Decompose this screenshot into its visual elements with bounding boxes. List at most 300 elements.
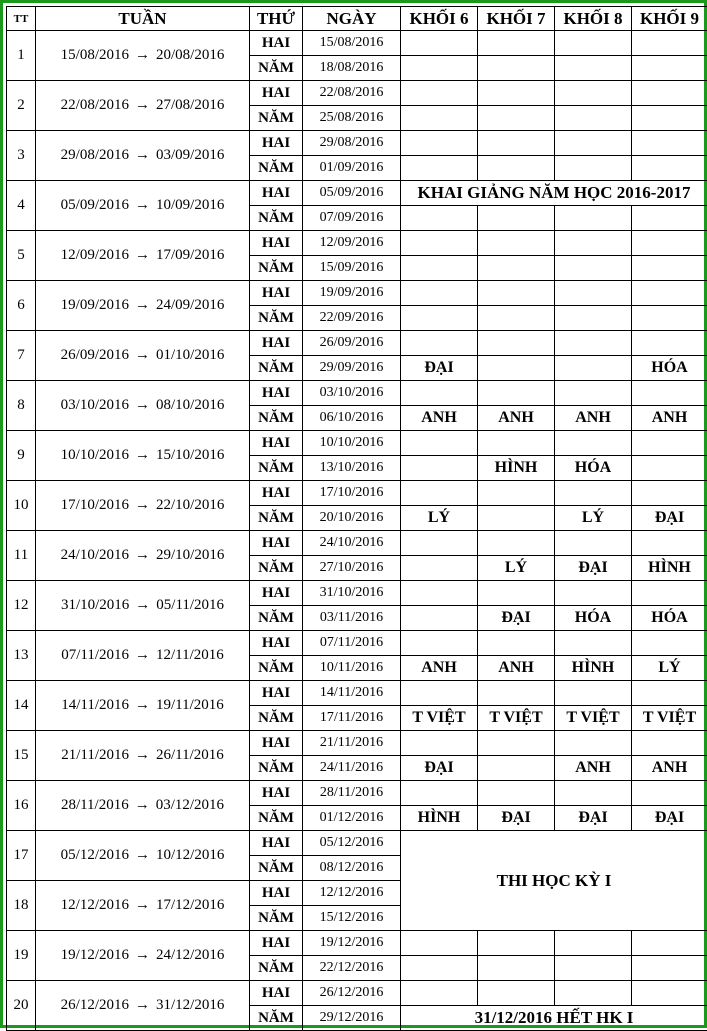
- subject-cell: [401, 331, 478, 356]
- subject-cell: [401, 681, 478, 706]
- subject-cell: [478, 331, 555, 356]
- subject-cell: [632, 456, 707, 481]
- table-row: [7, 431, 707, 456]
- header-grade-7: KHỐI 7: [478, 7, 555, 31]
- week-number: 8: [7, 381, 36, 431]
- week-range: [36, 531, 250, 581]
- subject-cell: ĐẠI: [555, 806, 632, 831]
- day-thursday: NĂM: [250, 906, 303, 931]
- date-thursday: 25/08/2016: [303, 106, 401, 131]
- week-number: 6: [7, 281, 36, 331]
- week-number: 19: [7, 931, 36, 981]
- subject-cell: [401, 431, 478, 456]
- week-number: 11: [7, 531, 36, 581]
- day-monday: HAI: [250, 281, 303, 306]
- subject-cell: [478, 481, 555, 506]
- subject-cell: ĐẠI: [401, 756, 478, 781]
- arrow-icon: →: [129, 697, 156, 713]
- subject-cell: HÌNH: [478, 456, 555, 481]
- subject-cell: [401, 106, 478, 131]
- day-monday: HAI: [250, 81, 303, 106]
- table-row: [7, 81, 707, 106]
- header-grade-9: KHỐI 9: [632, 7, 707, 31]
- week-number: 16: [7, 781, 36, 831]
- header-grade-8: KHỐI 8: [555, 7, 632, 31]
- day-monday: HAI: [250, 881, 303, 906]
- subject-cell: [478, 431, 555, 456]
- header-tt: TT: [7, 7, 36, 31]
- week-start: 17/10/2016: [61, 497, 129, 513]
- subject-cell: [401, 781, 478, 806]
- subject-cell: [632, 106, 707, 131]
- subject-cell: [401, 931, 478, 956]
- date-thursday: 15/12/2016: [303, 906, 401, 931]
- date-monday: 21/11/2016: [303, 731, 401, 756]
- week-number: 12: [7, 581, 36, 631]
- date-thursday: 20/10/2016: [303, 506, 401, 531]
- arrow-icon: →: [129, 897, 156, 913]
- arrow-icon: →: [129, 547, 156, 563]
- date-thursday: 22/12/2016: [303, 956, 401, 981]
- week-start: 12/12/2016: [61, 897, 129, 913]
- date-thursday: 18/08/2016: [303, 56, 401, 81]
- subject-cell: [555, 156, 632, 181]
- subject-cell: [478, 156, 555, 181]
- table-row: [7, 331, 707, 356]
- day-monday: HAI: [250, 231, 303, 256]
- week-end: 03/12/2016: [156, 797, 224, 813]
- subject-cell: ANH: [555, 756, 632, 781]
- week-number: 5: [7, 231, 36, 281]
- week-range: [36, 881, 250, 931]
- date-monday: 10/10/2016: [303, 431, 401, 456]
- subject-cell: [555, 981, 632, 1006]
- subject-cell: [632, 481, 707, 506]
- day-monday: HAI: [250, 181, 303, 206]
- table-row: [7, 831, 707, 856]
- subject-cell: LÝ: [555, 506, 632, 531]
- subject-cell: [555, 356, 632, 381]
- week-range: [36, 831, 250, 881]
- table-row: [7, 181, 707, 206]
- subject-cell: [478, 531, 555, 556]
- arrow-icon: →: [129, 647, 156, 663]
- arrow-icon: →: [129, 997, 156, 1013]
- subject-cell: [555, 231, 632, 256]
- table-row: [7, 631, 707, 656]
- subject-cell: [632, 306, 707, 331]
- week-range: [36, 931, 250, 981]
- subject-cell: [478, 256, 555, 281]
- table-row: [7, 31, 707, 56]
- day-thursday: NĂM: [250, 956, 303, 981]
- day-thursday: NĂM: [250, 506, 303, 531]
- day-monday: HAI: [250, 31, 303, 56]
- week-range: [36, 131, 250, 181]
- week-number: 15: [7, 731, 36, 781]
- week-start: 29/08/2016: [61, 147, 129, 163]
- subject-cell: [632, 731, 707, 756]
- day-monday: HAI: [250, 131, 303, 156]
- week-end: 31/12/2016: [156, 997, 224, 1013]
- subject-cell: ANH: [555, 406, 632, 431]
- arrow-icon: →: [129, 797, 156, 813]
- subject-cell: ANH: [401, 656, 478, 681]
- subject-cell: [555, 481, 632, 506]
- subject-cell: [632, 781, 707, 806]
- subject-cell: [478, 756, 555, 781]
- arrow-icon: →: [129, 947, 156, 963]
- subject-cell: [555, 631, 632, 656]
- week-end: 01/10/2016: [156, 347, 224, 363]
- day-monday: HAI: [250, 731, 303, 756]
- table-row: [7, 531, 707, 556]
- day-thursday: NĂM: [250, 656, 303, 681]
- week-number: 4: [7, 181, 36, 231]
- subject-cell: T VIỆT: [401, 706, 478, 731]
- week-number: 13: [7, 631, 36, 681]
- day-monday: HAI: [250, 831, 303, 856]
- week-range: [36, 781, 250, 831]
- subject-cell: [555, 381, 632, 406]
- subject-cell: [632, 156, 707, 181]
- subject-cell: [632, 231, 707, 256]
- date-monday: 05/12/2016: [303, 831, 401, 856]
- week-start: 21/11/2016: [61, 747, 129, 763]
- subject-cell: [632, 56, 707, 81]
- day-thursday: NĂM: [250, 1006, 303, 1031]
- subject-cell: [632, 531, 707, 556]
- day-thursday: NĂM: [250, 56, 303, 81]
- date-monday: 17/10/2016: [303, 481, 401, 506]
- week-end: 10/09/2016: [156, 197, 224, 213]
- subject-cell: HÓA: [555, 606, 632, 631]
- header-row: [7, 7, 707, 31]
- day-monday: HAI: [250, 431, 303, 456]
- exam-note: THI HỌC KỲ I: [401, 831, 707, 931]
- subject-cell: HÌNH: [555, 656, 632, 681]
- week-end: 05/11/2016: [156, 597, 224, 613]
- date-thursday: 10/11/2016: [303, 656, 401, 681]
- subject-cell: HÌNH: [401, 806, 478, 831]
- subject-cell: [478, 281, 555, 306]
- arrow-icon: →: [129, 447, 156, 463]
- day-thursday: NĂM: [250, 206, 303, 231]
- subject-cell: [478, 131, 555, 156]
- subject-cell: [555, 431, 632, 456]
- subject-cell: [632, 956, 707, 981]
- day-monday: HAI: [250, 981, 303, 1006]
- subject-cell: [632, 681, 707, 706]
- subject-cell: [632, 931, 707, 956]
- week-end: 26/11/2016: [156, 747, 224, 763]
- date-thursday: 27/10/2016: [303, 556, 401, 581]
- week-start: 19/09/2016: [61, 297, 129, 313]
- date-monday: 12/12/2016: [303, 881, 401, 906]
- week-end: 17/12/2016: [156, 897, 224, 913]
- week-end: 08/10/2016: [156, 397, 224, 413]
- header-day: THỨ: [250, 7, 303, 31]
- subject-cell: [478, 306, 555, 331]
- date-monday: 07/11/2016: [303, 631, 401, 656]
- day-monday: HAI: [250, 381, 303, 406]
- subject-cell: HÓA: [632, 356, 707, 381]
- week-range: [36, 331, 250, 381]
- subject-cell: [478, 581, 555, 606]
- subject-cell: LÝ: [401, 506, 478, 531]
- date-monday: 03/10/2016: [303, 381, 401, 406]
- subject-cell: [632, 581, 707, 606]
- subject-cell: [401, 531, 478, 556]
- week-number: 10: [7, 481, 36, 531]
- week-number: 1: [7, 31, 36, 81]
- day-thursday: NĂM: [250, 356, 303, 381]
- subject-cell: [632, 381, 707, 406]
- subject-cell: [478, 231, 555, 256]
- subject-cell: LÝ: [478, 556, 555, 581]
- arrow-icon: →: [129, 197, 156, 213]
- date-thursday: 01/09/2016: [303, 156, 401, 181]
- subject-cell: [401, 481, 478, 506]
- day-thursday: NĂM: [250, 156, 303, 181]
- subject-cell: [478, 206, 555, 231]
- day-thursday: NĂM: [250, 756, 303, 781]
- week-number: 2: [7, 81, 36, 131]
- subject-cell: [555, 956, 632, 981]
- day-monday: HAI: [250, 781, 303, 806]
- subject-cell: ĐẠI: [478, 806, 555, 831]
- subject-cell: [555, 81, 632, 106]
- date-monday: 26/09/2016: [303, 331, 401, 356]
- subject-cell: [478, 681, 555, 706]
- subject-cell: [401, 206, 478, 231]
- date-thursday: 22/09/2016: [303, 306, 401, 331]
- week-range: [36, 31, 250, 81]
- subject-cell: [555, 331, 632, 356]
- date-monday: 29/08/2016: [303, 131, 401, 156]
- table-row: [7, 131, 707, 156]
- date-monday: 31/10/2016: [303, 581, 401, 606]
- date-monday: 15/08/2016: [303, 31, 401, 56]
- week-start: 14/11/2016: [61, 697, 129, 713]
- arrow-icon: →: [129, 597, 156, 613]
- subject-cell: [555, 56, 632, 81]
- table-row: [7, 931, 707, 956]
- day-monday: HAI: [250, 581, 303, 606]
- week-range: [36, 231, 250, 281]
- subject-cell: [555, 206, 632, 231]
- arrow-icon: →: [129, 397, 156, 413]
- opening-note: KHAI GIẢNG NĂM HỌC 2016-2017: [401, 181, 707, 206]
- week-range: [36, 631, 250, 681]
- table-row: [7, 731, 707, 756]
- week-start: 05/09/2016: [61, 197, 129, 213]
- subject-cell: [401, 556, 478, 581]
- week-start: 10/10/2016: [61, 447, 129, 463]
- day-monday: HAI: [250, 481, 303, 506]
- subject-cell: [632, 431, 707, 456]
- subject-cell: [478, 81, 555, 106]
- subject-cell: ANH: [632, 406, 707, 431]
- day-thursday: NĂM: [250, 806, 303, 831]
- table-row: [7, 581, 707, 606]
- day-thursday: NĂM: [250, 706, 303, 731]
- day-thursday: NĂM: [250, 256, 303, 281]
- subject-cell: [555, 681, 632, 706]
- week-end: 27/08/2016: [156, 97, 224, 113]
- subject-cell: [478, 781, 555, 806]
- week-range: [36, 181, 250, 231]
- week-number: 3: [7, 131, 36, 181]
- subject-cell: [555, 931, 632, 956]
- day-monday: HAI: [250, 331, 303, 356]
- arrow-icon: →: [129, 297, 156, 313]
- week-range: [36, 431, 250, 481]
- table-row: [7, 481, 707, 506]
- subject-cell: T VIỆT: [555, 706, 632, 731]
- subject-cell: [555, 131, 632, 156]
- week-end: 10/12/2016: [156, 847, 224, 863]
- subject-cell: [401, 956, 478, 981]
- subject-cell: [632, 206, 707, 231]
- day-thursday: NĂM: [250, 306, 303, 331]
- subject-cell: T VIỆT: [478, 706, 555, 731]
- week-start: 19/12/2016: [61, 947, 129, 963]
- date-monday: 19/12/2016: [303, 931, 401, 956]
- arrow-icon: →: [129, 347, 156, 363]
- date-thursday: 03/11/2016: [303, 606, 401, 631]
- subject-cell: [632, 81, 707, 106]
- date-monday: 26/12/2016: [303, 981, 401, 1006]
- subject-cell: [555, 256, 632, 281]
- header-grade-6: KHỐI 6: [401, 7, 478, 31]
- subject-cell: [401, 306, 478, 331]
- table-row: [7, 231, 707, 256]
- week-end: 03/09/2016: [156, 147, 224, 163]
- subject-cell: [401, 581, 478, 606]
- table-row: [7, 381, 707, 406]
- subject-cell: [478, 731, 555, 756]
- day-thursday: NĂM: [250, 106, 303, 131]
- subject-cell: HÓA: [632, 606, 707, 631]
- date-thursday: 24/11/2016: [303, 756, 401, 781]
- subject-cell: [478, 931, 555, 956]
- subject-cell: ANH: [401, 406, 478, 431]
- arrow-icon: →: [129, 147, 156, 163]
- header-date: NGÀY: [303, 7, 401, 31]
- subject-cell: [401, 56, 478, 81]
- week-range: [36, 81, 250, 131]
- date-thursday: 15/09/2016: [303, 256, 401, 281]
- date-monday: 28/11/2016: [303, 781, 401, 806]
- schedule-table: [6, 6, 707, 1031]
- week-range: [36, 681, 250, 731]
- date-monday: 05/09/2016: [303, 181, 401, 206]
- subject-cell: [478, 31, 555, 56]
- subject-cell: [401, 981, 478, 1006]
- subject-cell: ANH: [478, 406, 555, 431]
- subject-cell: [632, 981, 707, 1006]
- date-monday: 22/08/2016: [303, 81, 401, 106]
- week-start: 12/09/2016: [61, 247, 129, 263]
- arrow-icon: →: [129, 97, 156, 113]
- subject-cell: ĐẠI: [555, 556, 632, 581]
- week-end: 24/12/2016: [156, 947, 224, 963]
- subject-cell: [632, 131, 707, 156]
- week-range: [36, 981, 250, 1031]
- arrow-icon: →: [129, 747, 156, 763]
- week-end: 29/10/2016: [156, 547, 224, 563]
- week-number: 18: [7, 881, 36, 931]
- subject-cell: [401, 731, 478, 756]
- week-start: 05/12/2016: [61, 847, 129, 863]
- subject-cell: T VIỆT: [632, 706, 707, 731]
- date-monday: 19/09/2016: [303, 281, 401, 306]
- subject-cell: [401, 456, 478, 481]
- subject-cell: [555, 281, 632, 306]
- day-thursday: NĂM: [250, 606, 303, 631]
- subject-cell: [632, 256, 707, 281]
- week-number: 17: [7, 831, 36, 881]
- subject-cell: [555, 581, 632, 606]
- week-start: 26/12/2016: [61, 997, 129, 1013]
- week-range: [36, 581, 250, 631]
- subject-cell: ĐẠI: [401, 356, 478, 381]
- week-range: [36, 381, 250, 431]
- subject-cell: [555, 31, 632, 56]
- week-range: [36, 731, 250, 781]
- subject-cell: ANH: [478, 656, 555, 681]
- subject-cell: HÓA: [555, 456, 632, 481]
- week-start: 22/08/2016: [61, 97, 129, 113]
- arrow-icon: →: [129, 247, 156, 263]
- subject-cell: [478, 356, 555, 381]
- subject-cell: ĐẠI: [632, 506, 707, 531]
- date-thursday: 17/11/2016: [303, 706, 401, 731]
- week-number: 14: [7, 681, 36, 731]
- week-end: 20/08/2016: [156, 47, 224, 63]
- week-number: 20: [7, 981, 36, 1031]
- subject-cell: [555, 531, 632, 556]
- end-note: 31/12/2016 HẾT HK I: [401, 1006, 707, 1031]
- subject-cell: [555, 781, 632, 806]
- subject-cell: [401, 81, 478, 106]
- day-thursday: NĂM: [250, 406, 303, 431]
- day-thursday: NĂM: [250, 856, 303, 881]
- arrow-icon: →: [129, 847, 156, 863]
- week-end: 24/09/2016: [156, 297, 224, 313]
- day-monday: HAI: [250, 531, 303, 556]
- date-thursday: 29/12/2016: [303, 1006, 401, 1031]
- subject-cell: [555, 306, 632, 331]
- table-row: [7, 281, 707, 306]
- date-thursday: 13/10/2016: [303, 456, 401, 481]
- week-range: [36, 481, 250, 531]
- subject-cell: [555, 731, 632, 756]
- subject-cell: [401, 606, 478, 631]
- week-start: 24/10/2016: [61, 547, 129, 563]
- subject-cell: [401, 381, 478, 406]
- week-end: 22/10/2016: [156, 497, 224, 513]
- subject-cell: [632, 281, 707, 306]
- date-monday: 12/09/2016: [303, 231, 401, 256]
- week-start: 28/11/2016: [61, 797, 129, 813]
- week-end: 19/11/2016: [156, 697, 224, 713]
- subject-cell: [478, 506, 555, 531]
- date-monday: 24/10/2016: [303, 531, 401, 556]
- day-thursday: NĂM: [250, 556, 303, 581]
- date-thursday: 06/10/2016: [303, 406, 401, 431]
